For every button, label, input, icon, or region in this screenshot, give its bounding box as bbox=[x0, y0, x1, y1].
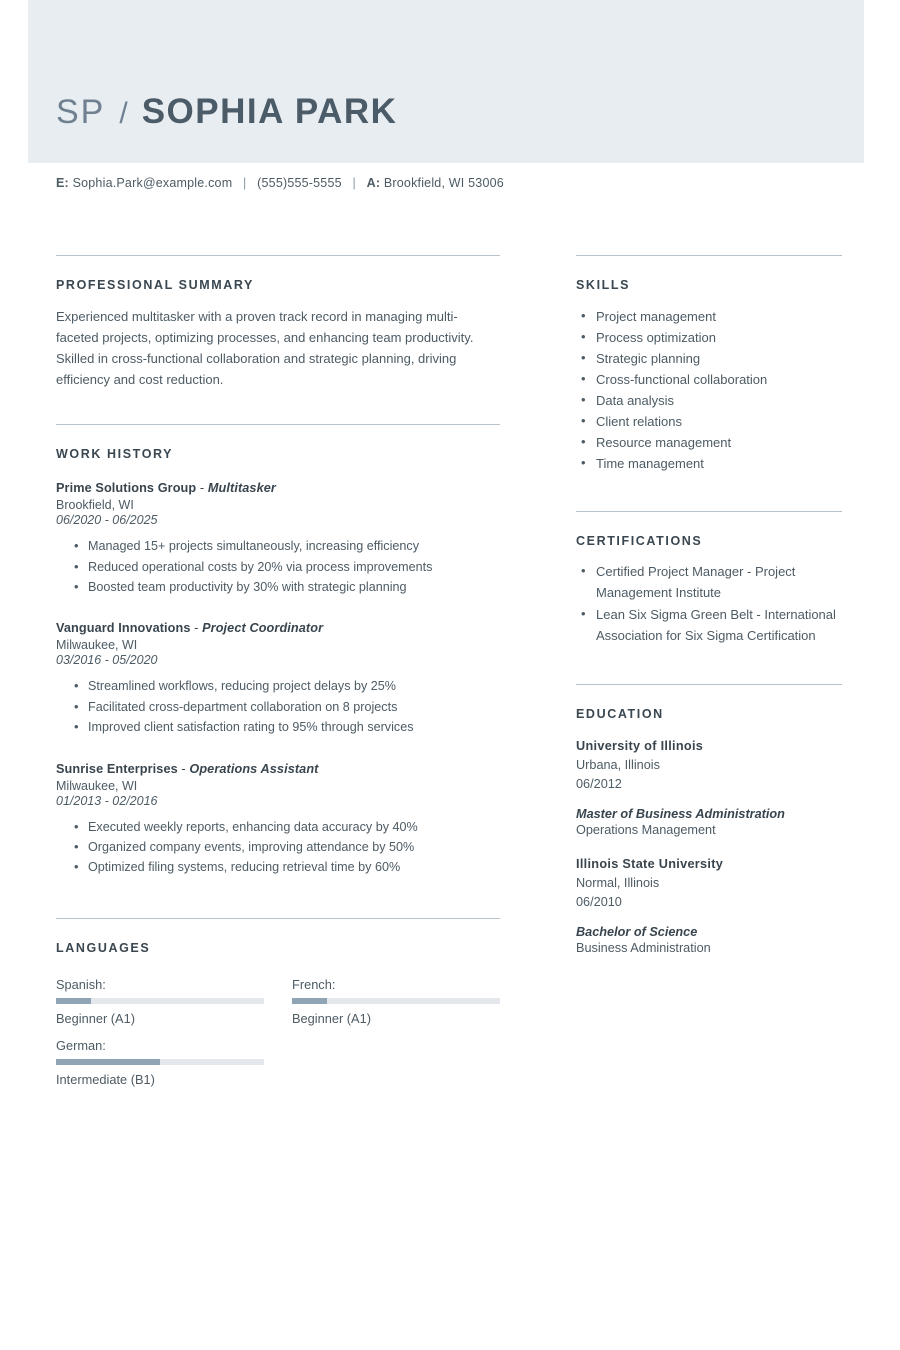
job-company: Vanguard Innovations bbox=[56, 621, 191, 636]
section-certifications bbox=[576, 511, 842, 646]
list-item: • Strategic planning bbox=[576, 348, 842, 369]
section-divider bbox=[576, 255, 842, 256]
section-skills bbox=[576, 255, 842, 474]
job-dates: 03/2016 - 05/2020 bbox=[56, 653, 158, 668]
language-item bbox=[56, 977, 264, 1026]
language-item bbox=[292, 977, 500, 1026]
job-heading bbox=[56, 481, 500, 495]
language-grid bbox=[56, 977, 500, 1099]
job-location: Brookfield, WI bbox=[56, 498, 134, 513]
job-bullet: • Executed weekly reports, enhancing data accuracy by 40% bbox=[74, 817, 500, 837]
section-divider bbox=[56, 255, 500, 256]
job-bullet-list bbox=[56, 817, 500, 878]
language-name: Spanish: bbox=[56, 976, 106, 992]
job-dash: - bbox=[177, 761, 190, 776]
education-entry bbox=[576, 739, 842, 837]
list-item: • Data analysis bbox=[576, 390, 842, 411]
email-value: Sophia.Park@example.com bbox=[72, 176, 233, 190]
job-dash: - bbox=[196, 481, 208, 496]
language-level-label: Beginner (A1) bbox=[292, 1010, 371, 1026]
job-location: Milwaukee, WI bbox=[56, 638, 138, 653]
section-languages bbox=[56, 918, 500, 1099]
job-heading bbox=[56, 621, 500, 635]
section-title-summary: PROFESSIONAL SUMMARY bbox=[56, 278, 254, 292]
section-work-history bbox=[56, 424, 500, 878]
job-dates: 06/2020 - 06/2025 bbox=[56, 513, 158, 528]
job-bullet: • Organized company events, improving attendance by 50% bbox=[74, 837, 500, 857]
job-bullet: • Managed 15+ projects simultaneously, increasing efficiency bbox=[74, 536, 500, 556]
header-band bbox=[28, 0, 864, 163]
language-level-bar bbox=[56, 998, 264, 1004]
section-education bbox=[576, 684, 842, 955]
section-divider bbox=[56, 918, 500, 919]
education-location: Urbana, Illinois bbox=[576, 757, 660, 772]
job-role: Multitasker bbox=[207, 481, 276, 496]
education-location: Normal, Illinois bbox=[576, 875, 660, 890]
job-bullet: • Streamlined workflows, reducing project delays by 25% bbox=[74, 676, 500, 696]
education-school: Illinois State University bbox=[576, 856, 724, 871]
page-title: SOPHIA PARK bbox=[141, 92, 398, 131]
address-value: Brookfield, WI 53006 bbox=[383, 176, 504, 190]
left-column bbox=[56, 255, 500, 1125]
language-name: German: bbox=[56, 1037, 106, 1053]
name-separator: / bbox=[119, 97, 128, 130]
job-company: Prime Solutions Group bbox=[56, 481, 197, 496]
phone-value: (555)555-5555 bbox=[257, 176, 342, 190]
left-margin-rail bbox=[0, 0, 28, 1350]
section-title-certifications: CERTIFICATIONS bbox=[576, 534, 703, 549]
name-header bbox=[56, 92, 397, 132]
education-degree-block bbox=[576, 807, 842, 837]
language-level-fill bbox=[292, 998, 327, 1004]
education-degree-block bbox=[576, 925, 842, 955]
job-dates: 01/2013 - 02/2016 bbox=[56, 793, 158, 808]
job-bullet: • Facilitated cross-department collaboration on 8 projects bbox=[74, 697, 500, 717]
section-professional-summary bbox=[56, 255, 500, 390]
language-level-fill bbox=[56, 998, 91, 1004]
education-school: University of Illinois bbox=[576, 738, 704, 753]
section-title-education: EDUCATION bbox=[576, 706, 664, 721]
list-item: • Resource management bbox=[576, 432, 842, 453]
job-dash: - bbox=[190, 621, 203, 636]
education-degree: Bachelor of Science bbox=[576, 924, 698, 939]
education-field: Operations Management bbox=[576, 822, 716, 837]
list-item: • Lean Six Sigma Green Belt - International Association for Six Sigma Certification bbox=[576, 605, 842, 646]
work-entry bbox=[56, 621, 500, 737]
job-bullet: • Reduced operational costs by 20% via process improvements bbox=[74, 557, 500, 577]
address-label: A: bbox=[366, 176, 381, 190]
list-item: • Certified Project Manager - Project Management Institute bbox=[576, 562, 842, 603]
education-degree: Master of Business Administration bbox=[576, 806, 785, 821]
job-role: Project Coordinator bbox=[202, 621, 324, 636]
language-level-bar bbox=[56, 1059, 264, 1065]
section-title-work-history: WORK HISTORY bbox=[56, 447, 174, 462]
education-field: Business Administration bbox=[576, 940, 711, 955]
summary-text: Experienced multitasker with a proven track record in managing multi-faceted projects, optimizing processes, and enhancing team productivity. Skilled in cross-functional collaboration and strategic planning, driving efficiency and cost reduction. bbox=[56, 309, 474, 388]
job-bullet: • Improved client satisfaction rating to 95% through services bbox=[74, 717, 500, 737]
contact-line bbox=[56, 176, 504, 190]
language-level-bar bbox=[292, 998, 500, 1004]
email-label: E: bbox=[56, 176, 69, 190]
section-title-languages: LANGUAGES bbox=[56, 940, 151, 955]
language-name: French: bbox=[292, 976, 336, 992]
list-item: • Project management bbox=[576, 306, 842, 327]
job-role: Operations Assistant bbox=[189, 761, 319, 776]
list-item: • Time management bbox=[576, 453, 842, 474]
contact-divider-1: | bbox=[243, 176, 247, 190]
job-heading bbox=[56, 762, 500, 776]
job-company: Sunrise Enterprises bbox=[56, 761, 178, 776]
language-level-label: Intermediate (B1) bbox=[56, 1071, 155, 1087]
contact-divider-2: | bbox=[352, 176, 356, 190]
job-bullet: • Boosted team productivity by 30% with strategic planning bbox=[74, 577, 500, 597]
job-bullet-list bbox=[56, 676, 500, 737]
education-date: 06/2010 bbox=[576, 894, 622, 909]
list-item: • Process optimization bbox=[576, 327, 842, 348]
initials-monogram: SP bbox=[56, 93, 106, 131]
right-column bbox=[576, 255, 842, 981]
language-level-fill bbox=[56, 1059, 160, 1065]
section-title-skills: SKILLS bbox=[576, 278, 631, 292]
certifications-list bbox=[576, 562, 842, 646]
work-entry bbox=[56, 481, 500, 597]
list-item: • Cross-functional collaboration bbox=[576, 369, 842, 390]
job-bullet-list bbox=[56, 536, 500, 597]
job-bullet: • Optimized filing systems, reducing retrieval time by 60% bbox=[74, 857, 500, 877]
language-level-label: Beginner (A1) bbox=[56, 1010, 135, 1026]
skills-list bbox=[576, 306, 842, 474]
work-entry bbox=[56, 762, 500, 878]
section-divider bbox=[576, 684, 842, 685]
section-divider bbox=[576, 511, 842, 512]
list-item: • Client relations bbox=[576, 411, 842, 432]
language-item bbox=[56, 1038, 264, 1087]
education-entry bbox=[576, 857, 842, 955]
job-location: Milwaukee, WI bbox=[56, 778, 138, 793]
section-divider bbox=[56, 424, 500, 425]
education-date: 06/2012 bbox=[576, 776, 622, 791]
